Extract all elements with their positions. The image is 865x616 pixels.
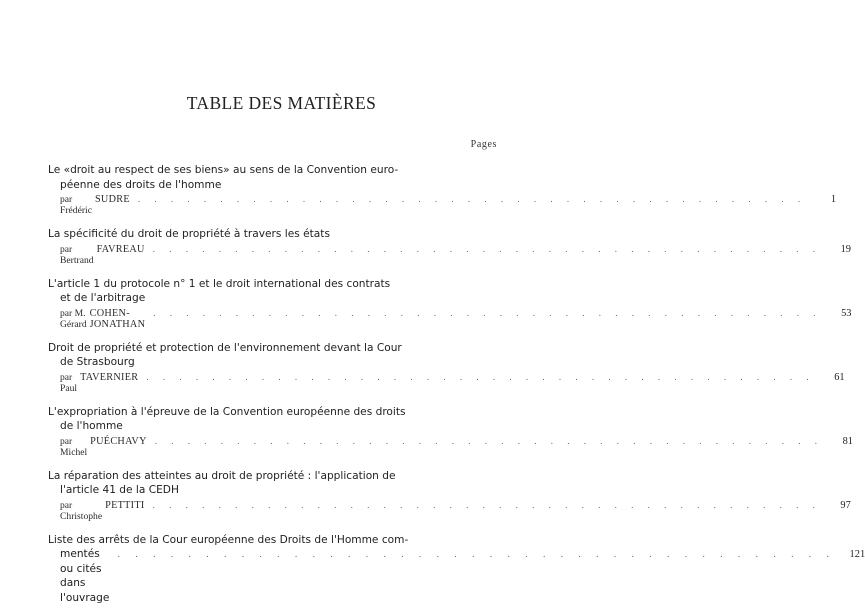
page-number: 53: [841, 307, 852, 319]
dot-leader: . . . . . . . . . . . . . . . . . . . . . . . . . . . . . . . . . . . . . . . . .: [137, 194, 807, 204]
author-prefix: par Michel: [60, 435, 88, 458]
page-number: 1: [830, 194, 837, 205]
toc-entry: [48, 277, 852, 330]
toc-entry: [48, 341, 845, 394]
dot-leader: . . . . . . . . . . . . . . . . . . . . . . . . . . . . . . . . . . . . . . . . .: [153, 307, 822, 318]
author-prefix: par Bertrand: [60, 243, 94, 266]
toc-title-line: L'expropriation à l'épreuve de la Convention européenne des droits: [48, 405, 406, 418]
toc-title-line: de l'homme: [60, 420, 123, 432]
author-name: COHEN-JONATHAN: [89, 307, 146, 330]
toc-entry-title: [48, 533, 498, 548]
page-title: TABLE DES MATIÈRES: [186, 93, 377, 113]
page-number: 81: [842, 435, 853, 447]
author-name: FAVREAU: [96, 243, 145, 255]
dot-leader: . . . . . . . . . . . . . . . . . . . . . . . . . . . . . . . . . . . . . . . . .: [152, 243, 821, 254]
toc-title-line: Droit de propriété et protection de l'environnement devant la Cour: [48, 341, 402, 354]
toc-title-line: La spécificité du droit de propriété à travers les états: [48, 228, 330, 240]
author-prefix: par Christophe: [60, 499, 103, 522]
toc-last-row: [48, 547, 865, 605]
dot-leader: . . . . . . . . . . . . . . . . . . . . . . . . . . . . . . . . . . . . . . . . .: [152, 499, 821, 510]
toc-author-row: [48, 371, 845, 394]
toc-entry-title: [48, 277, 498, 306]
toc-title-line: Le «droit au respect de ses biens» au sens de la Convention euro-: [48, 164, 399, 176]
author-name: PETTITI: [105, 499, 145, 511]
page-number: 97: [840, 499, 851, 511]
toc-author-row: [48, 499, 851, 522]
page-number: 61: [834, 371, 845, 383]
author-prefix: par Frédéric: [60, 194, 92, 216]
dot-leader: . . . . . . . . . . . . . . . . . . . . . . . . . . . . . . . . . . . . . . . . .: [117, 550, 836, 560]
author-name: PUÉCHAVY: [90, 435, 147, 447]
toc-author-row: [48, 435, 853, 458]
pages-column-label: Pages: [470, 139, 497, 150]
author-name: TAVERNIER: [80, 371, 139, 383]
author-name: SUDRE: [94, 194, 130, 205]
toc-title-line: mentés ou cités dans l'ouvrage: [60, 548, 110, 604]
toc-entry-title: [48, 163, 498, 192]
toc-entry: [48, 227, 851, 266]
dot-leader: . . . . . . . . . . . . . . . . . . . . . . . . . . . . . . . . . . . . . . . . .: [154, 435, 823, 446]
dot-leader: . . . . . . . . . . . . . . . . . . . . . . . . . . . . . . . . . . . . . . . . .: [146, 371, 815, 382]
page-number: 121: [849, 549, 865, 560]
toc-entry-title: [48, 341, 498, 370]
toc-entry-title: [48, 469, 498, 498]
toc-entry: [48, 163, 837, 216]
toc-entry-title: [48, 227, 498, 242]
table-of-contents: [48, 163, 865, 616]
toc-title-line: L'article 1 du protocole n° 1 et le droit international des contrats: [48, 277, 391, 290]
author-prefix: par Paul: [60, 371, 78, 394]
toc-title-line: péenne des droits de l'homme: [60, 178, 222, 191]
toc-author-row: [48, 243, 851, 266]
toc-title-line: Liste des arrêts de la Cour européenne des Droits de l'Homme com-: [48, 533, 409, 546]
toc-entry: [48, 469, 851, 522]
toc-author-row: [48, 307, 852, 330]
toc-entry: [48, 405, 853, 458]
toc-title-line: et de l'arbitrage: [60, 292, 146, 304]
toc-entry-case-list: [48, 533, 865, 606]
author-prefix: par M. Gérard: [60, 307, 87, 330]
toc-title-line: l'article 41 de la CEDH: [60, 484, 179, 496]
toc-entry-title: [48, 405, 498, 434]
toc-author-row: [48, 194, 837, 216]
page-number: 19: [840, 243, 851, 255]
toc-title-line: de Strasbourg: [60, 356, 135, 368]
toc-title-line: La réparation des atteintes au droit de propriété : l'application de: [48, 469, 396, 482]
